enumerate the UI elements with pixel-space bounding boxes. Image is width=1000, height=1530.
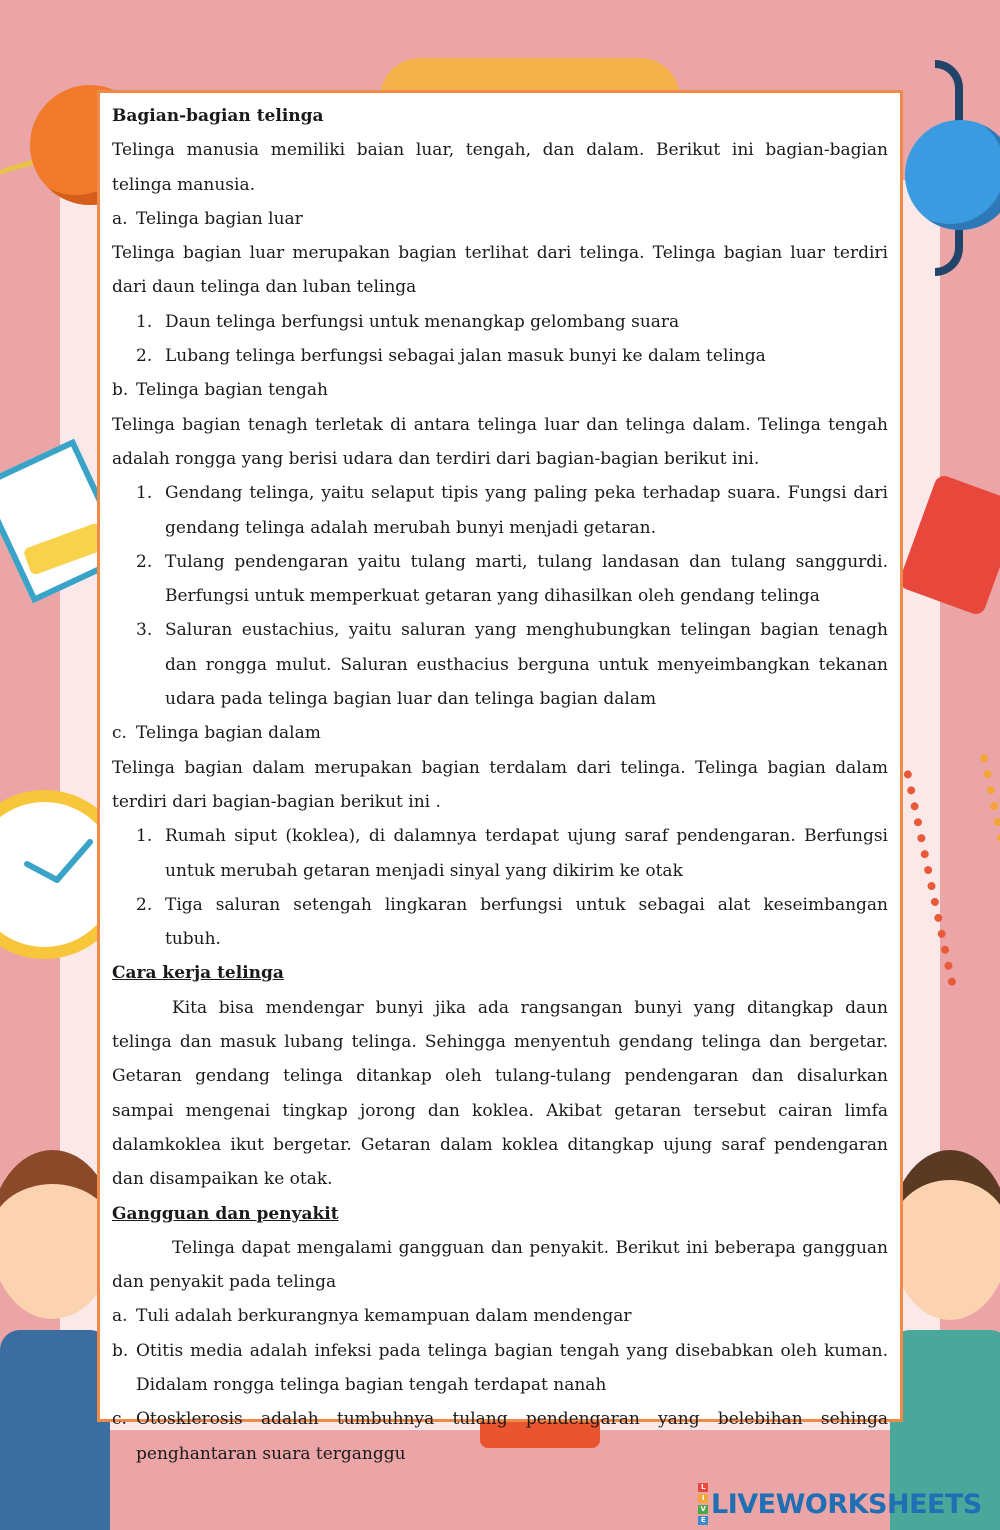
gangguan-paragraph: Telinga dapat mengalami gangguan dan penyakit. Berikut ini beberapa gangguan dan penyakit pada telinga: [112, 1237, 888, 1293]
list-item: [136, 613, 888, 716]
item-text: Otosklerosis adalah tumbuhnya tulang pendengaran yang belebihan sehinga penghantaran suara terganggu: [136, 1409, 888, 1464]
item-text: Tiga saluran setengah lingkaran berfungsi untuk sebagai alat keseimbangan tubuh.: [165, 894, 888, 950]
item-text: Rumah siput (koklea), di dalamnya terdapat ujung saraf pendengaran. Berfungsi untuk merubah getaran menjadi sinyal yang dikirim ke otak: [165, 826, 888, 881]
section-title: Telinga bagian tengah: [136, 380, 328, 401]
item-number: 2.: [136, 346, 153, 367]
list-item: [136, 545, 888, 614]
heading-cara-kerja: Cara kerja telinga: [112, 963, 284, 984]
section-b-title: [112, 373, 888, 407]
section-marker: b.: [112, 380, 129, 401]
liveworksheets-icon: L I V E: [698, 1482, 708, 1526]
liveworksheets-text: LIVEWORKSHEETS: [711, 1488, 982, 1520]
item-number: 1.: [136, 826, 153, 847]
item-text: Daun telinga berfungsi untuk menangkap gelombang suara: [165, 311, 680, 332]
item-text: Otitis media adalah infeksi pada telinga bagian tengah yang disebabkan oleh kuman. Didalam rongga telinga bagian tengah terdapat nanah: [136, 1340, 888, 1395]
item-marker: c.: [112, 1409, 127, 1430]
list-item: [112, 1402, 888, 1471]
list-item: [136, 888, 888, 957]
list-item: [136, 339, 888, 373]
girl-body-illustration: [0, 1330, 110, 1530]
liveworksheets-logo[interactable]: [698, 1483, 982, 1524]
list-item: [112, 1334, 888, 1403]
item-number: 2.: [136, 551, 153, 572]
list-item: [136, 819, 888, 888]
heading-bagian-telinga: Bagian-bagian telinga: [112, 106, 324, 126]
item-number: 1.: [136, 311, 153, 332]
section-marker: c.: [112, 723, 127, 744]
section-title: Telinga bagian dalam: [136, 723, 321, 744]
section-text: Telinga bagian tenagh terletak di antara telinga luar dan telinga dalam. Telinga tengah adalah rongga yang berisi udara dan terdiri dari bagian-bagian berikut ini.: [112, 414, 888, 469]
heading-gangguan: Gangguan dan penyakit: [112, 1203, 339, 1224]
cara-kerja-paragraph: Kita bisa mendengar bunyi jika ada rangsangan bunyi yang ditangkap daun telinga dan masuk lubang telinga. Sehingga menyentuh gendang telinga dan bergetar. Getaran gendang telinga ditankap oleh tulang-tulang pendengaran dan disalurkan sampai mengenai tingkap jorong dan koklea. Akibat getaran tersebut cairan limfa dalamkoklea ikut bergetar. Getaran dalam koklea ditangkap ujung saraf pendengaran dan disampaikan ke otak.: [112, 997, 888, 1190]
worksheet-card: [97, 90, 903, 1464]
section-text: Telinga bagian luar merupakan bagian terlihat dari telinga. Telinga bagian luar terdiri dari daun telinga dan luban telinga: [112, 243, 888, 298]
section-title: Telinga bagian luar: [136, 208, 303, 229]
boy-face-illustration: [890, 1150, 1000, 1320]
section-c-title: [112, 716, 888, 750]
item-marker: b.: [112, 1340, 129, 1361]
section-marker: a.: [112, 208, 128, 229]
item-marker: a.: [112, 1306, 128, 1327]
item-text: Tuli adalah berkurangnya kemampuan dalam mendengar: [136, 1306, 632, 1327]
intro-paragraph: Telinga manusia memiliki baian luar, tengah, dan dalam. Berikut ini bagian-bagian telinga manusia.: [112, 140, 888, 195]
item-text: Tulang pendengaran yaitu tulang marti, tulang landasan dan tulang sanggurdi. Berfungsi untuk memperkuat getaran yang dihasilkan oleh gendang telinga: [165, 551, 888, 607]
item-text: Lubang telinga berfungsi sebagai jalan masuk bunyi ke dalam telinga: [165, 346, 766, 367]
item-number: 1.: [136, 483, 153, 504]
item-number: 2.: [136, 894, 153, 915]
item-number: 3.: [136, 620, 153, 641]
section-text: Telinga bagian dalam merupakan bagian terdalam dari telinga. Telinga bagian dalam terdiri dari bagian-bagian berikut ini .: [112, 757, 888, 812]
item-text: Saluran eustachius, yaitu saluran yang menghubungkan telingan bagian tenagh dan rongga mulut. Saluran eusthacius berguna untuk menyeimbangkan tekanan udara pada telinga bagian luar dan telinga bagian dalam: [165, 620, 888, 710]
list-item: [112, 1299, 888, 1333]
list-item: [136, 476, 888, 545]
section-a-title: [112, 202, 888, 236]
list-item: [136, 305, 888, 339]
item-text: Gendang telinga, yaitu selaput tipis yang paling peka terhadap suara. Fungsi dari gendang telinga adalah merubah bunyi menjadi getaran.: [165, 483, 888, 538]
